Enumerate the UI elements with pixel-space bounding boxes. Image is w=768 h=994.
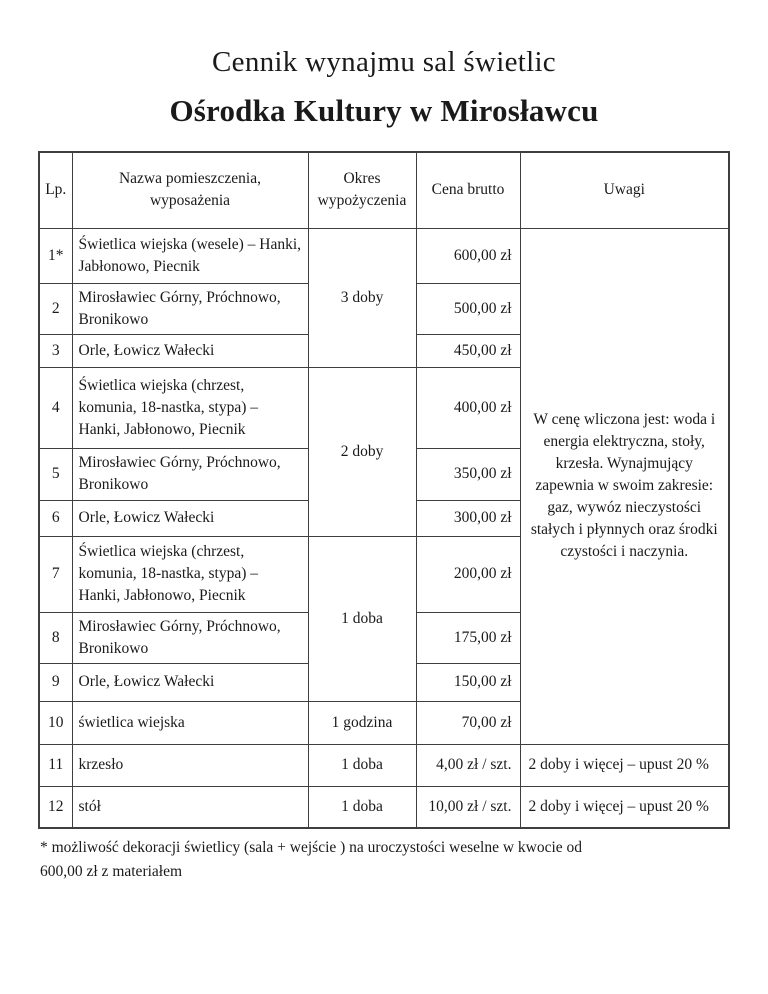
cell-price: 350,00 zł: [416, 448, 520, 500]
cell-name: Mirosławiec Górny, Próchnowo, Bronikowo: [72, 448, 308, 500]
cell-price: 4,00 zł / szt.: [416, 744, 520, 786]
cell-price: 500,00 zł: [416, 283, 520, 334]
footnote: [40, 836, 730, 884]
cell-period: 1 godzina: [308, 701, 416, 744]
cell-name: Świetlica wiejska (wesele) – Hanki, Jabłonowo, Piecnik: [72, 228, 308, 283]
cell-name: Orle, Łowicz Wałecki: [72, 663, 308, 701]
cell-name: Orle, Łowicz Wałecki: [72, 334, 308, 367]
cell-name: Świetlica wiejska (chrzest, komunia, 18-nastka, stypa) – Hanki, Jabłonowo, Piecnik: [72, 367, 308, 448]
cell-period: 1 doba: [308, 536, 416, 701]
page-title: Cennik wynajmu sal świetlic: [212, 46, 556, 78]
cell-lp: 10: [39, 701, 72, 744]
footnote-line1: * możliwość dekoracji świetlicy (sala + wejście ) na uroczystości weselne w kwocie od: [40, 839, 583, 856]
cell-note: 2 doby i więcej – upust 20 %: [520, 744, 729, 786]
cell-lp: 7: [39, 536, 72, 612]
cell-name: stół: [72, 786, 308, 828]
cell-name: Mirosławiec Górny, Próchnowo, Bronikowo: [72, 283, 308, 334]
header-cell-notes: Uwagi: [520, 152, 729, 228]
cell-lp: 4: [39, 367, 72, 448]
cell-name: Mirosławiec Górny, Próchnowo, Bronikowo: [72, 612, 308, 663]
header-cell-price: Cena brutto: [416, 152, 520, 228]
cell-lp: 6: [39, 500, 72, 536]
footnote-line2: 600,00 zł z materiałem: [40, 863, 183, 881]
cell-price: 70,00 zł: [416, 701, 520, 744]
merged-note-cell: W cenę wliczona jest: woda i energia elektryczna, stoły, krzesła. Wynajmujący zapewnia w swoim zakresie: gaz, wywóz nieczystości stałych i płynnych oraz środki czystości i naczynia.: [520, 228, 729, 744]
cell-price: 10,00 zł / szt.: [416, 786, 520, 828]
cell-name: krzesło: [72, 744, 308, 786]
header-cell-period: Okres wypożyczenia: [308, 152, 416, 228]
cell-lp: 1*: [39, 228, 72, 283]
table-row: [39, 786, 729, 828]
cell-price: 450,00 zł: [416, 334, 520, 367]
cell-lp: 9: [39, 663, 72, 701]
cell-price: 175,00 zł: [416, 612, 520, 663]
cell-period: 3 doby: [308, 228, 416, 367]
cell-price: 400,00 zł: [416, 367, 520, 448]
cell-note: 2 doby i więcej – upust 20 %: [520, 786, 729, 828]
cell-period: 2 doby: [308, 367, 416, 536]
cell-lp: 12: [39, 786, 72, 828]
cell-name: Orle, Łowicz Wałecki: [72, 500, 308, 536]
cell-lp: 3: [39, 334, 72, 367]
cell-period: 1 doba: [308, 786, 416, 828]
cell-name: świetlica wiejska: [72, 701, 308, 744]
cell-lp: 11: [39, 744, 72, 786]
price-table: [38, 151, 730, 829]
cell-lp: 2: [39, 283, 72, 334]
table-header-row: [39, 152, 729, 228]
cell-price: 600,00 zł: [416, 228, 520, 283]
table-row: [39, 228, 729, 283]
table-row: [39, 744, 729, 786]
cell-price: 150,00 zł: [416, 663, 520, 701]
cell-name: Świetlica wiejska (chrzest, komunia, 18-nastka, stypa) – Hanki, Jabłonowo, Piecnik: [72, 536, 308, 612]
page-subtitle: Ośrodka Kultury w Mirosławcu: [169, 93, 599, 128]
cell-price: 200,00 zł: [416, 536, 520, 612]
header-cell-lp: Lp.: [39, 152, 72, 228]
cell-lp: 5: [39, 448, 72, 500]
header-cell-name: Nazwa pomieszczenia, wyposażenia: [72, 152, 308, 228]
cell-period: 1 doba: [308, 744, 416, 786]
cell-price: 300,00 zł: [416, 500, 520, 536]
cell-lp: 8: [39, 612, 72, 663]
